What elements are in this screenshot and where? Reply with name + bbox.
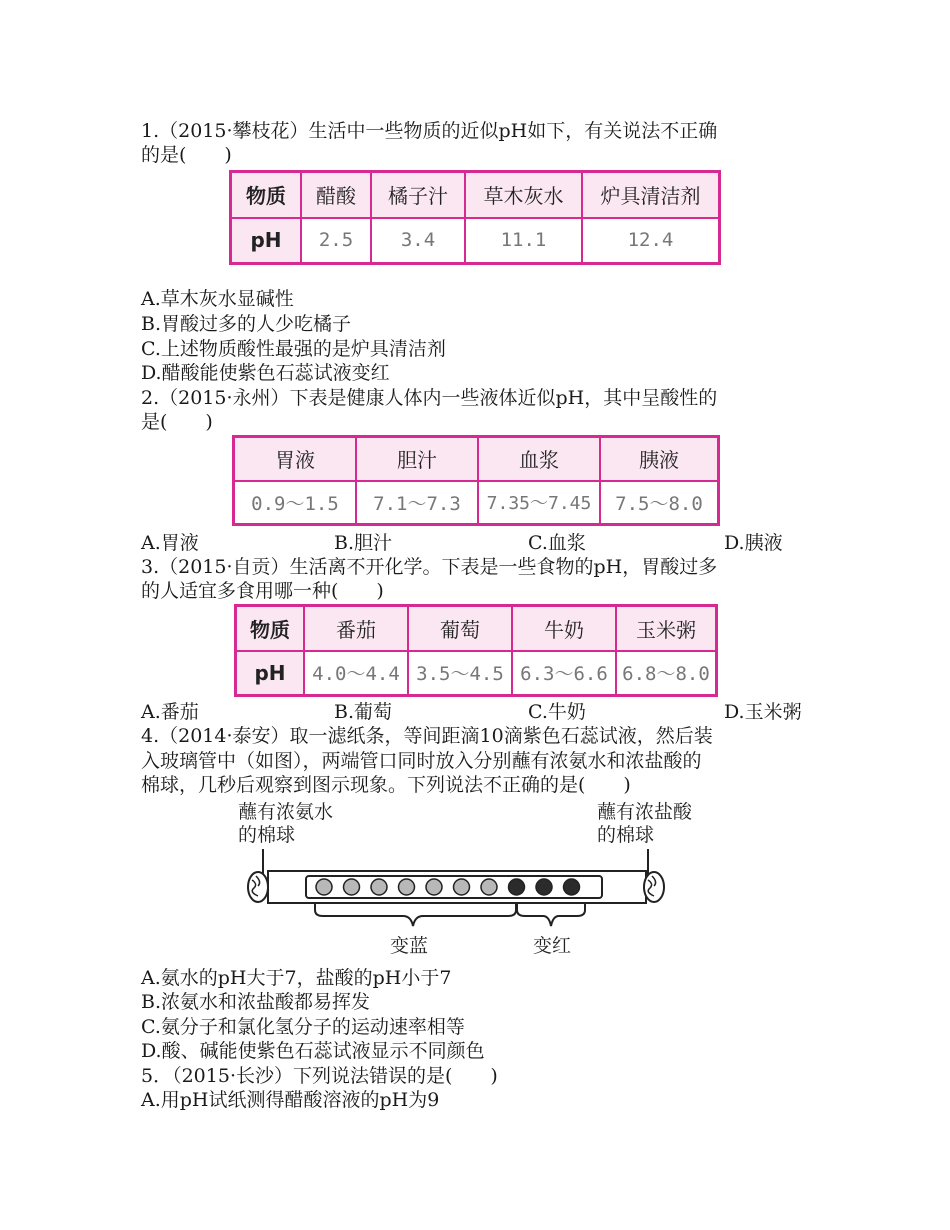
q3-option-a: A.番茄 [141,701,199,723]
q1-header-ph: pH [231,218,302,264]
q3-ph-table [234,604,718,697]
blue-litmus-dot [371,879,387,895]
q1-option-a: A.草木灰水显碱性 [141,288,294,310]
figure-right-label-line2: 的棉球 [597,824,655,846]
red-litmus-dot [564,879,580,895]
q3-options [141,700,801,724]
q3-food-cell: 葡萄 [408,606,512,651]
q2-liquid-cell: 胆汁 [356,437,478,481]
red-litmus-dot [536,879,552,895]
q1-header-substance: 物质 [231,172,302,218]
q3-food-cell: 番茄 [304,606,408,651]
q2-option-a: A.胃液 [141,532,199,554]
q3-food-cell: 牛奶 [512,606,616,651]
q4-option-d: D.酸、碱能使紫色石蕊试液显示不同颜色 [141,1040,485,1062]
blue-litmus-dot [316,879,332,895]
q1-ph-table [229,170,721,265]
q2-liquid-cell: 胃液 [234,437,357,481]
q3-ph-cell: 6.8～8.0 [616,651,717,696]
q3-header-substance: 物质 [236,606,305,651]
figure-red-label: 变红 [533,935,572,957]
q3-ph-cell: 6.3～6.6 [512,651,616,696]
q5-stem-line1: 5．（2015·长沙）下列说法错误的是( ) [141,1065,498,1087]
figure-left-label-line2: 的棉球 [238,824,296,846]
figure-blue-label: 变蓝 [390,935,429,957]
q3-header-ph: pH [236,651,305,696]
blue-litmus-dot [399,879,415,895]
q1-stem-line1: 1.（2015·攀枝花）生活中一些物质的近似pH如下，有关说法不正确 [141,120,718,142]
q5-option-a: A.用pH试纸测得醋酸溶液的pH为9 [141,1089,440,1111]
q2-option-c: C.血浆 [528,532,586,554]
right-cotton-ball [644,872,664,902]
q3-stem-line1: 3.（2015·自贡）生活离不开化学。下表是一些食物的pH，胃酸过多 [141,556,718,578]
q3-option-c: C.牛奶 [528,701,586,723]
q2-liquid-cell: 血浆 [478,437,600,481]
q2-options [141,531,801,555]
q4-stem-line2: 入玻璃管中（如图），两端管口同时放入分别蘸有浓氨水和浓盐酸的 [141,750,702,772]
q2-option-d: D.胰液 [724,532,783,554]
q2-option-b: B.胆汁 [334,532,393,554]
q1-option-c: C.上述物质酸性最强的是炉具清洁剂 [141,338,446,360]
q1-option-b: B.胃酸过多的人少吃橘子 [141,313,352,335]
q3-option-b: B.葡萄 [334,701,393,723]
q1-substance-cell: 橘子汁 [371,172,465,218]
q2-stem-line2: 是( ) [141,411,213,433]
q1-substance-cell: 草木灰水 [465,172,582,218]
q2-stem-line1: 2.（2015·永州）下表是健康人体内一些液体近似pH，其中呈酸性的 [141,387,718,409]
q1-ph-cell: 2.5 [301,218,371,264]
red-brace [517,902,585,926]
q4-stem-line1: 4.（2014·泰安）取一滤纸条，等间距滴10滴紫色石蕊试液，然后装 [141,725,713,747]
blue-litmus-dot [344,879,360,895]
q2-ph-table [232,435,720,526]
q1-ph-cell: 3.4 [371,218,465,264]
q4-option-a: A.氨水的pH大于7，盐酸的pH小于7 [141,967,452,989]
q3-food-cell: 玉米粥 [616,606,717,651]
q4-option-c: C.氨分子和氯化氢分子的运动速率相等 [141,1016,465,1038]
q1-substance-cell: 醋酸 [301,172,371,218]
q1-stem-line2: 的是( ) [141,144,232,166]
figure-right-label-line1: 蘸有浓盐酸 [597,801,693,823]
q2-ph-cell: 7.5～8.0 [600,481,719,525]
q3-option-d: D.玉米粥 [724,701,802,723]
red-litmus-dot [509,879,525,895]
left-cotton-ball [248,872,268,902]
q1-ph-cell: 11.1 [465,218,582,264]
q3-stem-line2: 的人适宜多食用哪一种( ) [141,580,384,602]
figure-left-label-line1: 蘸有浓氨水 [238,801,334,823]
blue-litmus-dot [454,879,470,895]
q2-ph-cell: 7.1～7.3 [356,481,478,525]
blue-litmus-dot [481,879,497,895]
q4-option-b: B.浓氨水和浓盐酸都易挥发 [141,991,371,1013]
glass-tube-diagram [240,849,680,939]
q2-liquid-cell: 胰液 [600,437,719,481]
blue-litmus-dot [426,879,442,895]
q3-ph-cell: 3.5～4.5 [408,651,512,696]
q3-ph-cell: 4.0～4.4 [304,651,408,696]
q1-ph-cell: 12.4 [582,218,720,264]
q2-ph-cell: 0.9～1.5 [234,481,357,525]
q2-ph-cell: 7.35～7.45 [478,481,600,525]
blue-brace [315,902,516,926]
q1-substance-cell: 炉具清洁剂 [582,172,720,218]
q4-stem-line3: 棉球，几秒后观察到图示现象。下列说法不正确的是( ) [141,774,631,796]
q1-option-d: D.醋酸能使紫色石蕊试液变红 [141,362,390,384]
